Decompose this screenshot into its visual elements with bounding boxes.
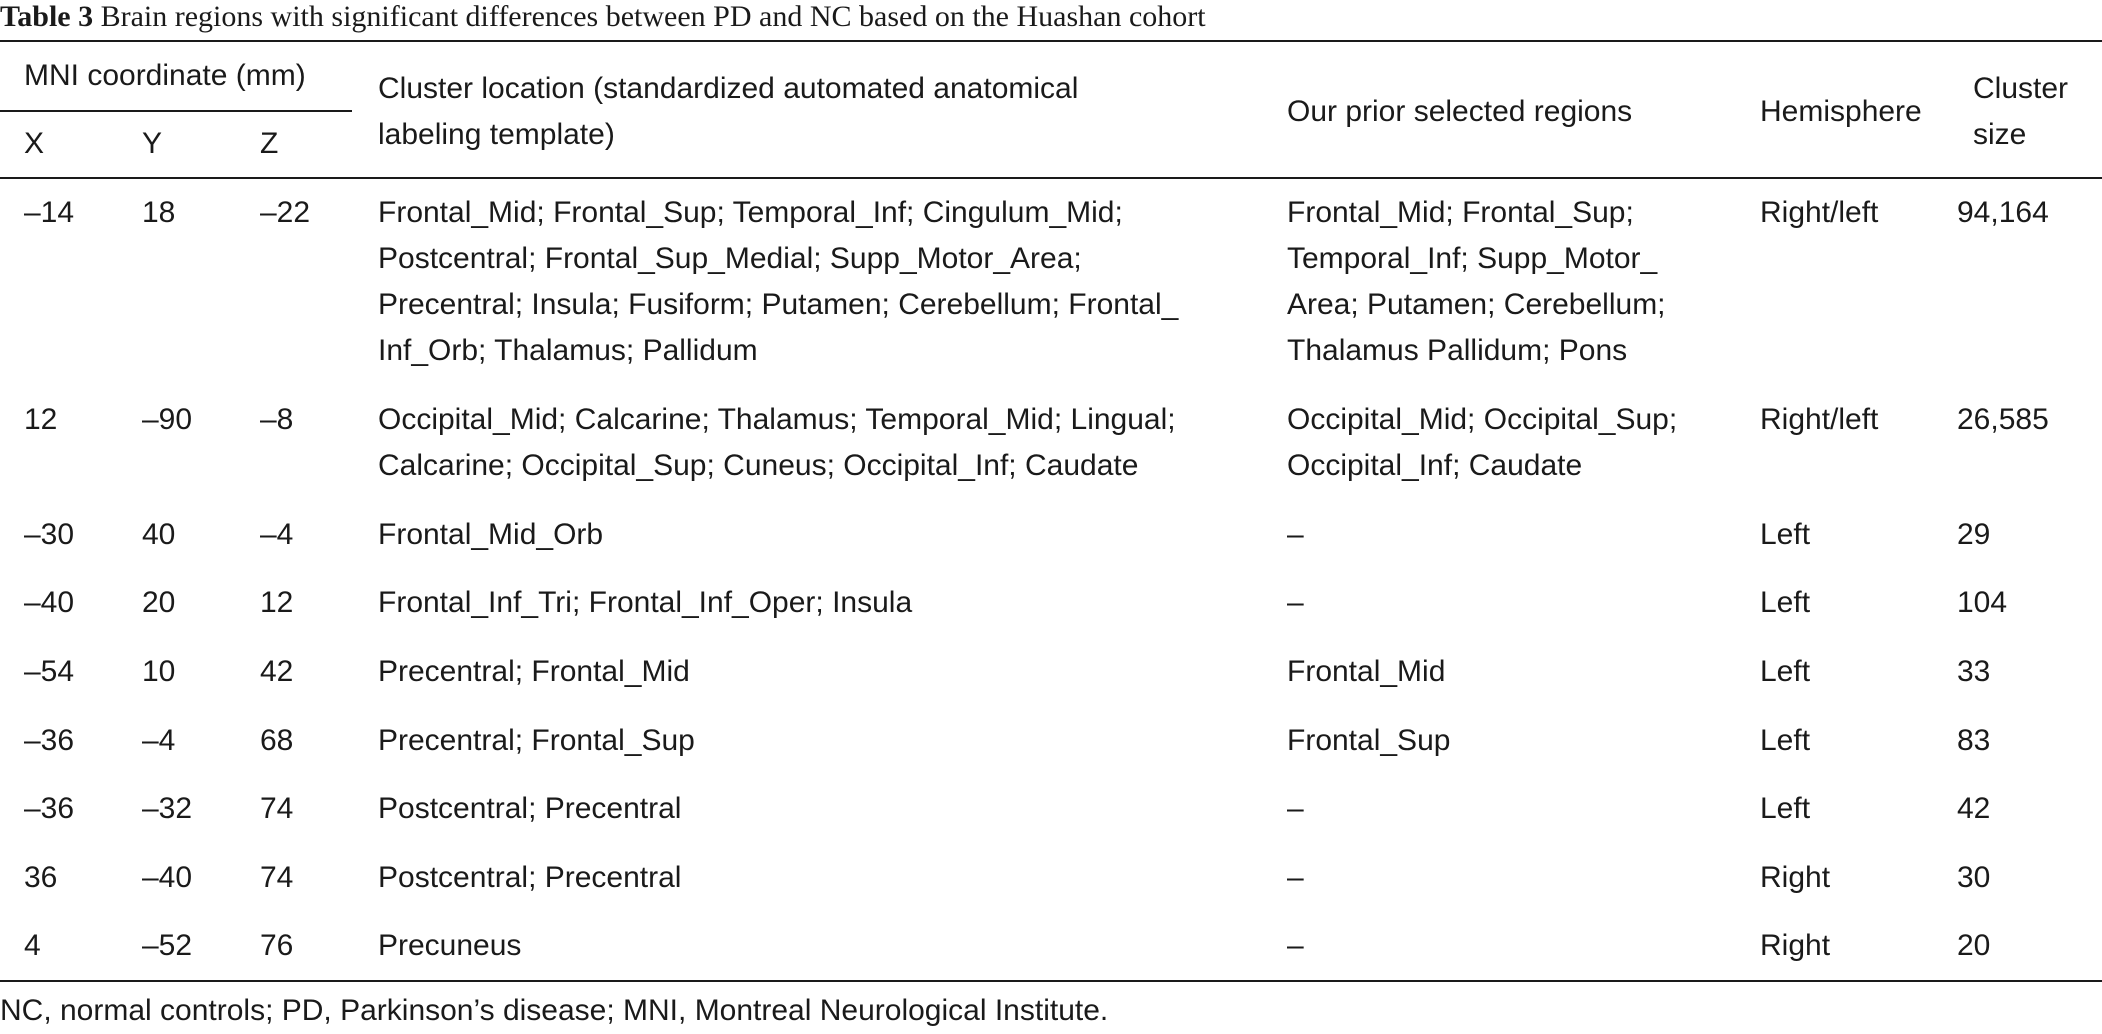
cell-z: –22 (260, 196, 311, 229)
cell-z: 74 (260, 792, 294, 825)
cell-location: Postcentral; Frontal_Sup_Medial; Supp_Motor_Area; (378, 242, 1082, 275)
cell-hemisphere: Right/left (1760, 196, 1879, 229)
header-rule (0, 177, 2102, 179)
cell-hemisphere: Left (1760, 792, 1811, 825)
cell-prior-regions: Frontal_Sup (1287, 724, 1451, 757)
header-mni-coordinate: MNI coordinate (mm) (24, 59, 306, 92)
bottom-rule (0, 980, 2102, 982)
cell-y: –32 (142, 792, 193, 825)
cell-hemisphere: Left (1760, 518, 1811, 551)
cell-location: Occipital_Mid; Calcarine; Thalamus; Temporal_Mid; Lingual; (378, 403, 1176, 436)
cell-location: Frontal_Inf_Tri; Frontal_Inf_Oper; Insula (378, 586, 913, 619)
cell-cluster-size: 30 (1957, 861, 1991, 894)
cell-hemisphere: Left (1760, 724, 1811, 757)
cell-prior-regions: – (1287, 861, 1304, 894)
header-cluster-location-line2: labeling template) (378, 118, 615, 151)
cell-y: 10 (142, 655, 176, 688)
cell-x: –14 (24, 196, 75, 229)
table-title: Brain regions with significant differences between PD and NC based on the Huashan cohort (100, 0, 1206, 33)
table-label: Table 3 (0, 0, 94, 33)
cell-prior-regions: – (1287, 792, 1304, 825)
cell-cluster-size: 83 (1957, 724, 1991, 757)
cell-prior-regions: – (1287, 518, 1304, 551)
cell-x: –54 (24, 655, 75, 688)
cell-y: 18 (142, 196, 176, 229)
cell-y: –52 (142, 929, 193, 962)
header-cluster-size-line2: size (1973, 118, 2027, 151)
cell-prior-regions: Frontal_Mid (1287, 655, 1446, 688)
header-prior-regions: Our prior selected regions (1287, 95, 1633, 128)
cell-cluster-size: 33 (1957, 655, 1991, 688)
cell-x: –40 (24, 586, 75, 619)
cell-prior-regions: Area; Putamen; Cerebellum; (1287, 288, 1666, 321)
cell-hemisphere: Left (1760, 586, 1811, 619)
header-y: Y (142, 127, 163, 160)
table-footnote: NC, normal controls; PD, Parkinson’s disease; MNI, Montreal Neurological Institute. (0, 994, 1109, 1027)
cell-cluster-size: 94,164 (1957, 196, 2049, 229)
cell-prior-regions: Thalamus Pallidum; Pons (1287, 334, 1628, 367)
cell-prior-regions: Temporal_Inf; Supp_Motor_ (1287, 242, 1658, 275)
cell-x: –36 (24, 724, 75, 757)
cell-location: Precuneus (378, 929, 522, 962)
top-rule (0, 40, 2102, 42)
cell-location: Precentral; Frontal_Sup (378, 724, 695, 757)
cell-cluster-size: 42 (1957, 792, 1991, 825)
cell-z: 68 (260, 724, 294, 757)
cell-z: 42 (260, 655, 294, 688)
cell-location: Precentral; Insula; Fusiform; Putamen; Cerebellum; Frontal_ (378, 288, 1179, 321)
cell-location: Postcentral; Precentral (378, 861, 682, 894)
cell-z: –4 (260, 518, 294, 551)
cell-prior-regions: Occipital_Mid; Occipital_Sup; (1287, 403, 1678, 436)
cell-location: Inf_Orb; Thalamus; Pallidum (378, 334, 758, 367)
cell-cluster-size: 104 (1957, 586, 2008, 619)
cell-location: Frontal_Mid_Orb (378, 518, 604, 551)
cell-z: 76 (260, 929, 294, 962)
cell-y: –4 (142, 724, 176, 757)
mni-subrule (0, 110, 352, 112)
cell-y: 40 (142, 518, 176, 551)
header-z: Z (260, 127, 279, 160)
cell-cluster-size: 20 (1957, 929, 1991, 962)
cell-cluster-size: 26,585 (1957, 403, 2049, 436)
cell-y: 20 (142, 586, 176, 619)
cell-hemisphere: Right/left (1760, 403, 1879, 436)
cell-location: Postcentral; Precentral (378, 792, 682, 825)
cell-x: –36 (24, 792, 75, 825)
cell-y: –90 (142, 403, 193, 436)
cell-x: 36 (24, 861, 58, 894)
cell-prior-regions: Frontal_Mid; Frontal_Sup; (1287, 196, 1634, 229)
cell-x: 12 (24, 403, 58, 436)
cell-z: 12 (260, 586, 294, 619)
cell-prior-regions: – (1287, 586, 1304, 619)
cell-hemisphere: Right (1760, 861, 1831, 894)
cell-prior-regions: – (1287, 929, 1304, 962)
cell-y: –40 (142, 861, 193, 894)
cell-hemisphere: Left (1760, 655, 1811, 688)
cell-cluster-size: 29 (1957, 518, 1991, 551)
header-cluster-size-line1: Cluster (1973, 72, 2069, 105)
header-cluster-location-line1: Cluster location (standardized automated anatomical (378, 72, 1079, 105)
cell-location: Precentral; Frontal_Mid (378, 655, 690, 688)
cell-location: Calcarine; Occipital_Sup; Cuneus; Occipital_Inf; Caudate (378, 449, 1139, 482)
table-caption (0, 0, 1206, 40)
cell-z: 74 (260, 861, 294, 894)
cell-hemisphere: Right (1760, 929, 1831, 962)
header-x: X (24, 127, 45, 160)
cell-x: –30 (24, 518, 75, 551)
cell-location: Frontal_Mid; Frontal_Sup; Temporal_Inf; Cingulum_Mid; (378, 196, 1123, 229)
cell-x: 4 (24, 929, 41, 962)
header-hemisphere: Hemisphere (1760, 95, 1922, 128)
cell-z: –8 (260, 403, 294, 436)
cell-prior-regions: Occipital_Inf; Caudate (1287, 449, 1583, 482)
